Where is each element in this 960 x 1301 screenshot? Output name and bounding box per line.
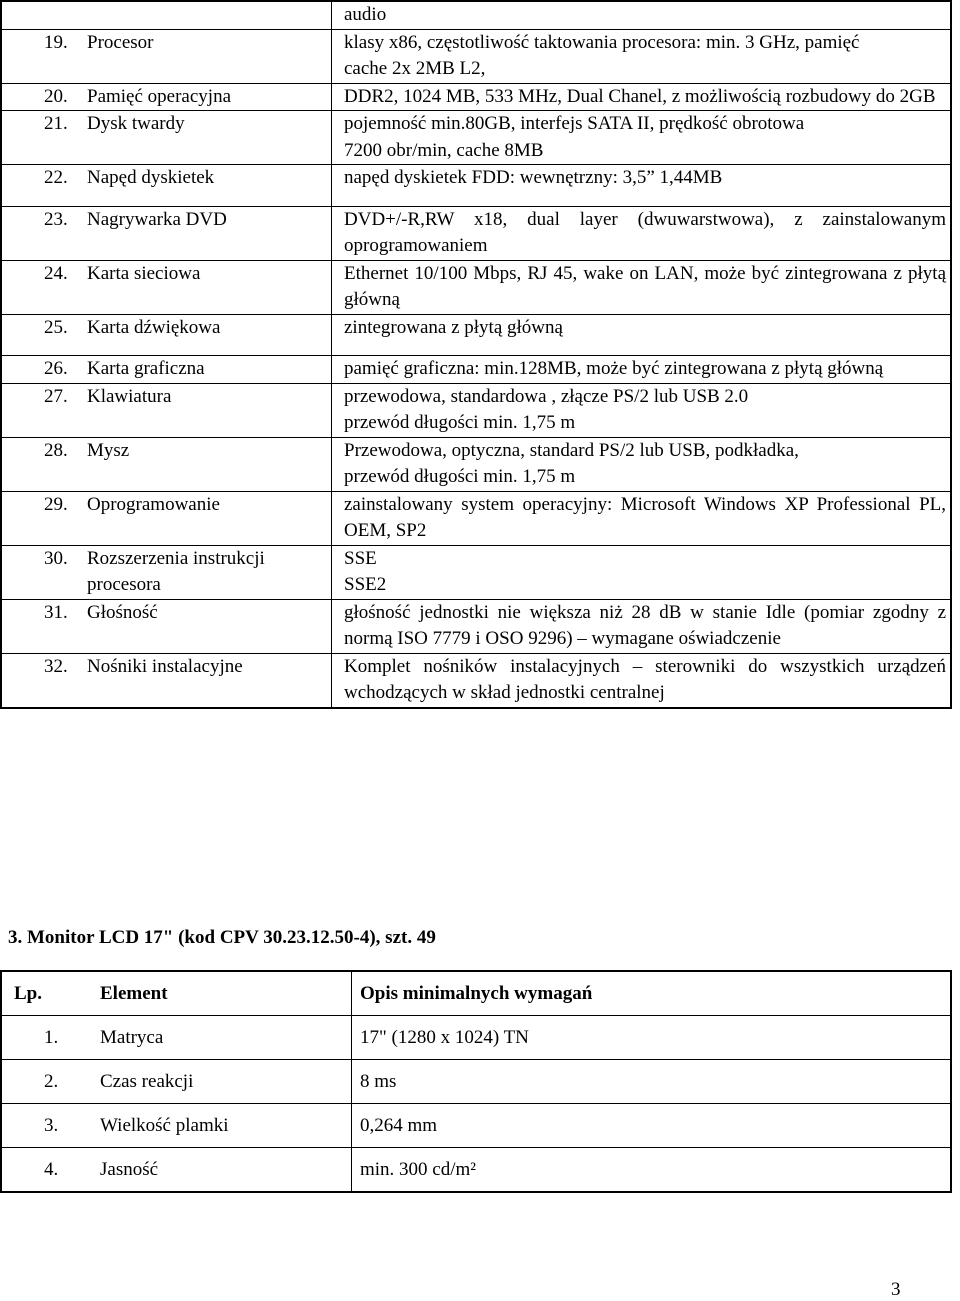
element-line: Nośniki instalacyjne <box>87 655 243 677</box>
header-element: Element <box>86 971 352 1016</box>
row-element <box>85 260 332 314</box>
row-description <box>332 111 952 165</box>
description-line: DVD+/-R,RW x18, dual layer (dwuwarstwowa), z zainstalowanym oprogramowaniem <box>344 208 946 256</box>
table-row <box>1 1060 951 1104</box>
row-number: 22. <box>1 165 85 207</box>
row-element <box>85 29 332 83</box>
table-row <box>1 165 951 207</box>
row-number: 25. <box>1 314 85 356</box>
element-line: Głośność <box>87 601 158 623</box>
row-element: Czas reakcji <box>86 1060 352 1104</box>
element-line: Karta sieciowa <box>87 262 201 284</box>
description-line: klasy x86, częstotliwość taktowania procesora: min. 3 GHz, pamięć <box>344 31 860 53</box>
row-element <box>85 356 332 384</box>
description-line: SSE <box>344 547 377 569</box>
description-line: Ethernet 10/100 Mbps, RJ 45, wake on LAN, może być zintegrowana z płytą główną <box>344 262 946 310</box>
header-description: Opis minimalnych wymagań <box>352 971 952 1016</box>
row-description <box>332 165 952 207</box>
description-line: zainstalowany system operacyjny: Microsoft Windows XP Professional PL, OEM, SP2 <box>344 493 946 541</box>
row-description <box>332 1 952 29</box>
element-line: Klawiatura <box>87 385 172 407</box>
row-number: 27. <box>1 383 85 437</box>
element-line: Rozszerzenia instrukcji <box>87 547 265 569</box>
row-number: 26. <box>1 356 85 384</box>
description-line: głośność jednostki nie większa niż 28 dB w stanie Idle (pomiar zgodny z normą ISO 7779 i OSO 9296) – wymagane oświadczenie <box>344 601 946 649</box>
row-element <box>85 437 332 491</box>
row-element <box>85 83 332 111</box>
row-number: 21. <box>1 111 85 165</box>
row-description <box>332 260 952 314</box>
row-number: 28. <box>1 437 85 491</box>
page-number: 3 <box>891 1279 901 1300</box>
element-line: Mysz <box>87 439 130 461</box>
description-line: SSE2 <box>344 574 387 595</box>
header-lp: Lp. <box>1 971 86 1016</box>
table-row <box>1 437 951 491</box>
table-row <box>1 491 951 545</box>
description-line: przewód długości min. 1,75 m <box>344 466 576 487</box>
row-number: 32. <box>1 653 85 708</box>
description-line: DDR2, 1024 MB, 533 MHz, Dual Chanel, z możliwością rozbudowy do 2GB <box>344 85 936 107</box>
row-number: 2. <box>1 1060 86 1104</box>
table-row <box>1 206 951 260</box>
table-row <box>1 260 951 314</box>
element-line: Nagrywarka DVD <box>87 208 227 230</box>
monitor-spec-table <box>0 970 952 1193</box>
row-element <box>85 111 332 165</box>
table-row <box>1 1 951 29</box>
row-description <box>332 314 952 356</box>
row-number: 1. <box>1 1016 86 1060</box>
table-row <box>1 545 951 599</box>
description-line: przewód długości min. 1,75 m <box>344 412 576 433</box>
description-line: pamięć graficzna: min.128MB, może być zintegrowana z płytą główną <box>344 358 884 379</box>
table-row <box>1 111 951 165</box>
table-row <box>1 653 951 708</box>
element-line: Karta dźwiękowa <box>87 316 221 338</box>
row-number: 19. <box>1 29 85 83</box>
row-description: 17" (1280 x 1024) TN <box>352 1016 952 1060</box>
row-description: 0,264 mm <box>352 1104 952 1148</box>
row-description <box>332 491 952 545</box>
description-line: pojemność min.80GB, interfejs SATA II, prędkość obrotowa <box>344 113 805 134</box>
row-description <box>332 653 952 708</box>
row-description <box>332 599 952 653</box>
row-element <box>85 545 332 599</box>
row-number: 4. <box>1 1148 86 1193</box>
table-header-row <box>1 971 951 1016</box>
row-description <box>332 437 952 491</box>
description-line: przewodowa, standardowa , złącze PS/2 lub USB 2.0 <box>344 385 749 407</box>
row-element <box>85 1 332 29</box>
table-row <box>1 599 951 653</box>
element-line: procesora <box>87 574 161 595</box>
row-description <box>332 29 952 83</box>
row-description <box>332 356 952 384</box>
table-row <box>1 383 951 437</box>
description-line: 7200 obr/min, cache 8MB <box>344 139 544 161</box>
table-row <box>1 83 951 111</box>
description-line: Przewodowa, optyczna, standard PS/2 lub USB, podkładka, <box>344 439 799 461</box>
table-row <box>1 1016 951 1060</box>
element-line: Karta graficzna <box>87 358 205 379</box>
element-line: Procesor <box>87 31 154 53</box>
row-number: 31. <box>1 599 85 653</box>
row-description <box>332 83 952 111</box>
row-element <box>85 491 332 545</box>
description-line: audio <box>344 4 387 25</box>
row-number: 24. <box>1 260 85 314</box>
row-number: 3. <box>1 1104 86 1148</box>
row-element: Wielkość plamki <box>86 1104 352 1148</box>
row-number: 30. <box>1 545 85 599</box>
table-row <box>1 1104 951 1148</box>
row-description <box>332 206 952 260</box>
element-line: Oprogramowanie <box>87 493 220 515</box>
row-element <box>85 653 332 708</box>
table-row <box>1 1148 951 1193</box>
row-element <box>85 599 332 653</box>
row-element <box>85 383 332 437</box>
monitor-heading: 3. Monitor LCD 17" (kod CPV 30.23.12.50-4), szt. 49 <box>8 927 436 948</box>
table-row <box>1 356 951 384</box>
row-description <box>332 383 952 437</box>
description-line: napęd dyskietek FDD: wewnętrzny: 3,5” 1,44MB <box>344 167 723 188</box>
row-number: 20. <box>1 83 85 111</box>
row-element <box>85 206 332 260</box>
row-description <box>332 545 952 599</box>
description-line: cache 2x 2MB L2, <box>344 58 486 79</box>
row-number: 29. <box>1 491 85 545</box>
row-element <box>85 165 332 207</box>
row-element: Matryca <box>86 1016 352 1060</box>
row-description: min. 300 cd/m² <box>352 1148 952 1193</box>
element-line: Dysk twardy <box>87 113 185 134</box>
description-line: Komplet nośników instalacyjnych – sterowniki do wszystkich urządzeń wchodzących w skład jednostki centralnej <box>344 655 946 703</box>
row-element: Jasność <box>86 1148 352 1193</box>
description-line: zintegrowana z płytą główną <box>344 316 563 338</box>
row-number: 23. <box>1 206 85 260</box>
row-number <box>1 1 85 29</box>
element-line: Pamięć operacyjna <box>87 85 232 107</box>
table-row <box>1 29 951 83</box>
element-line: Napęd dyskietek <box>87 167 215 188</box>
table-row <box>1 314 951 356</box>
row-description: 8 ms <box>352 1060 952 1104</box>
row-element <box>85 314 332 356</box>
